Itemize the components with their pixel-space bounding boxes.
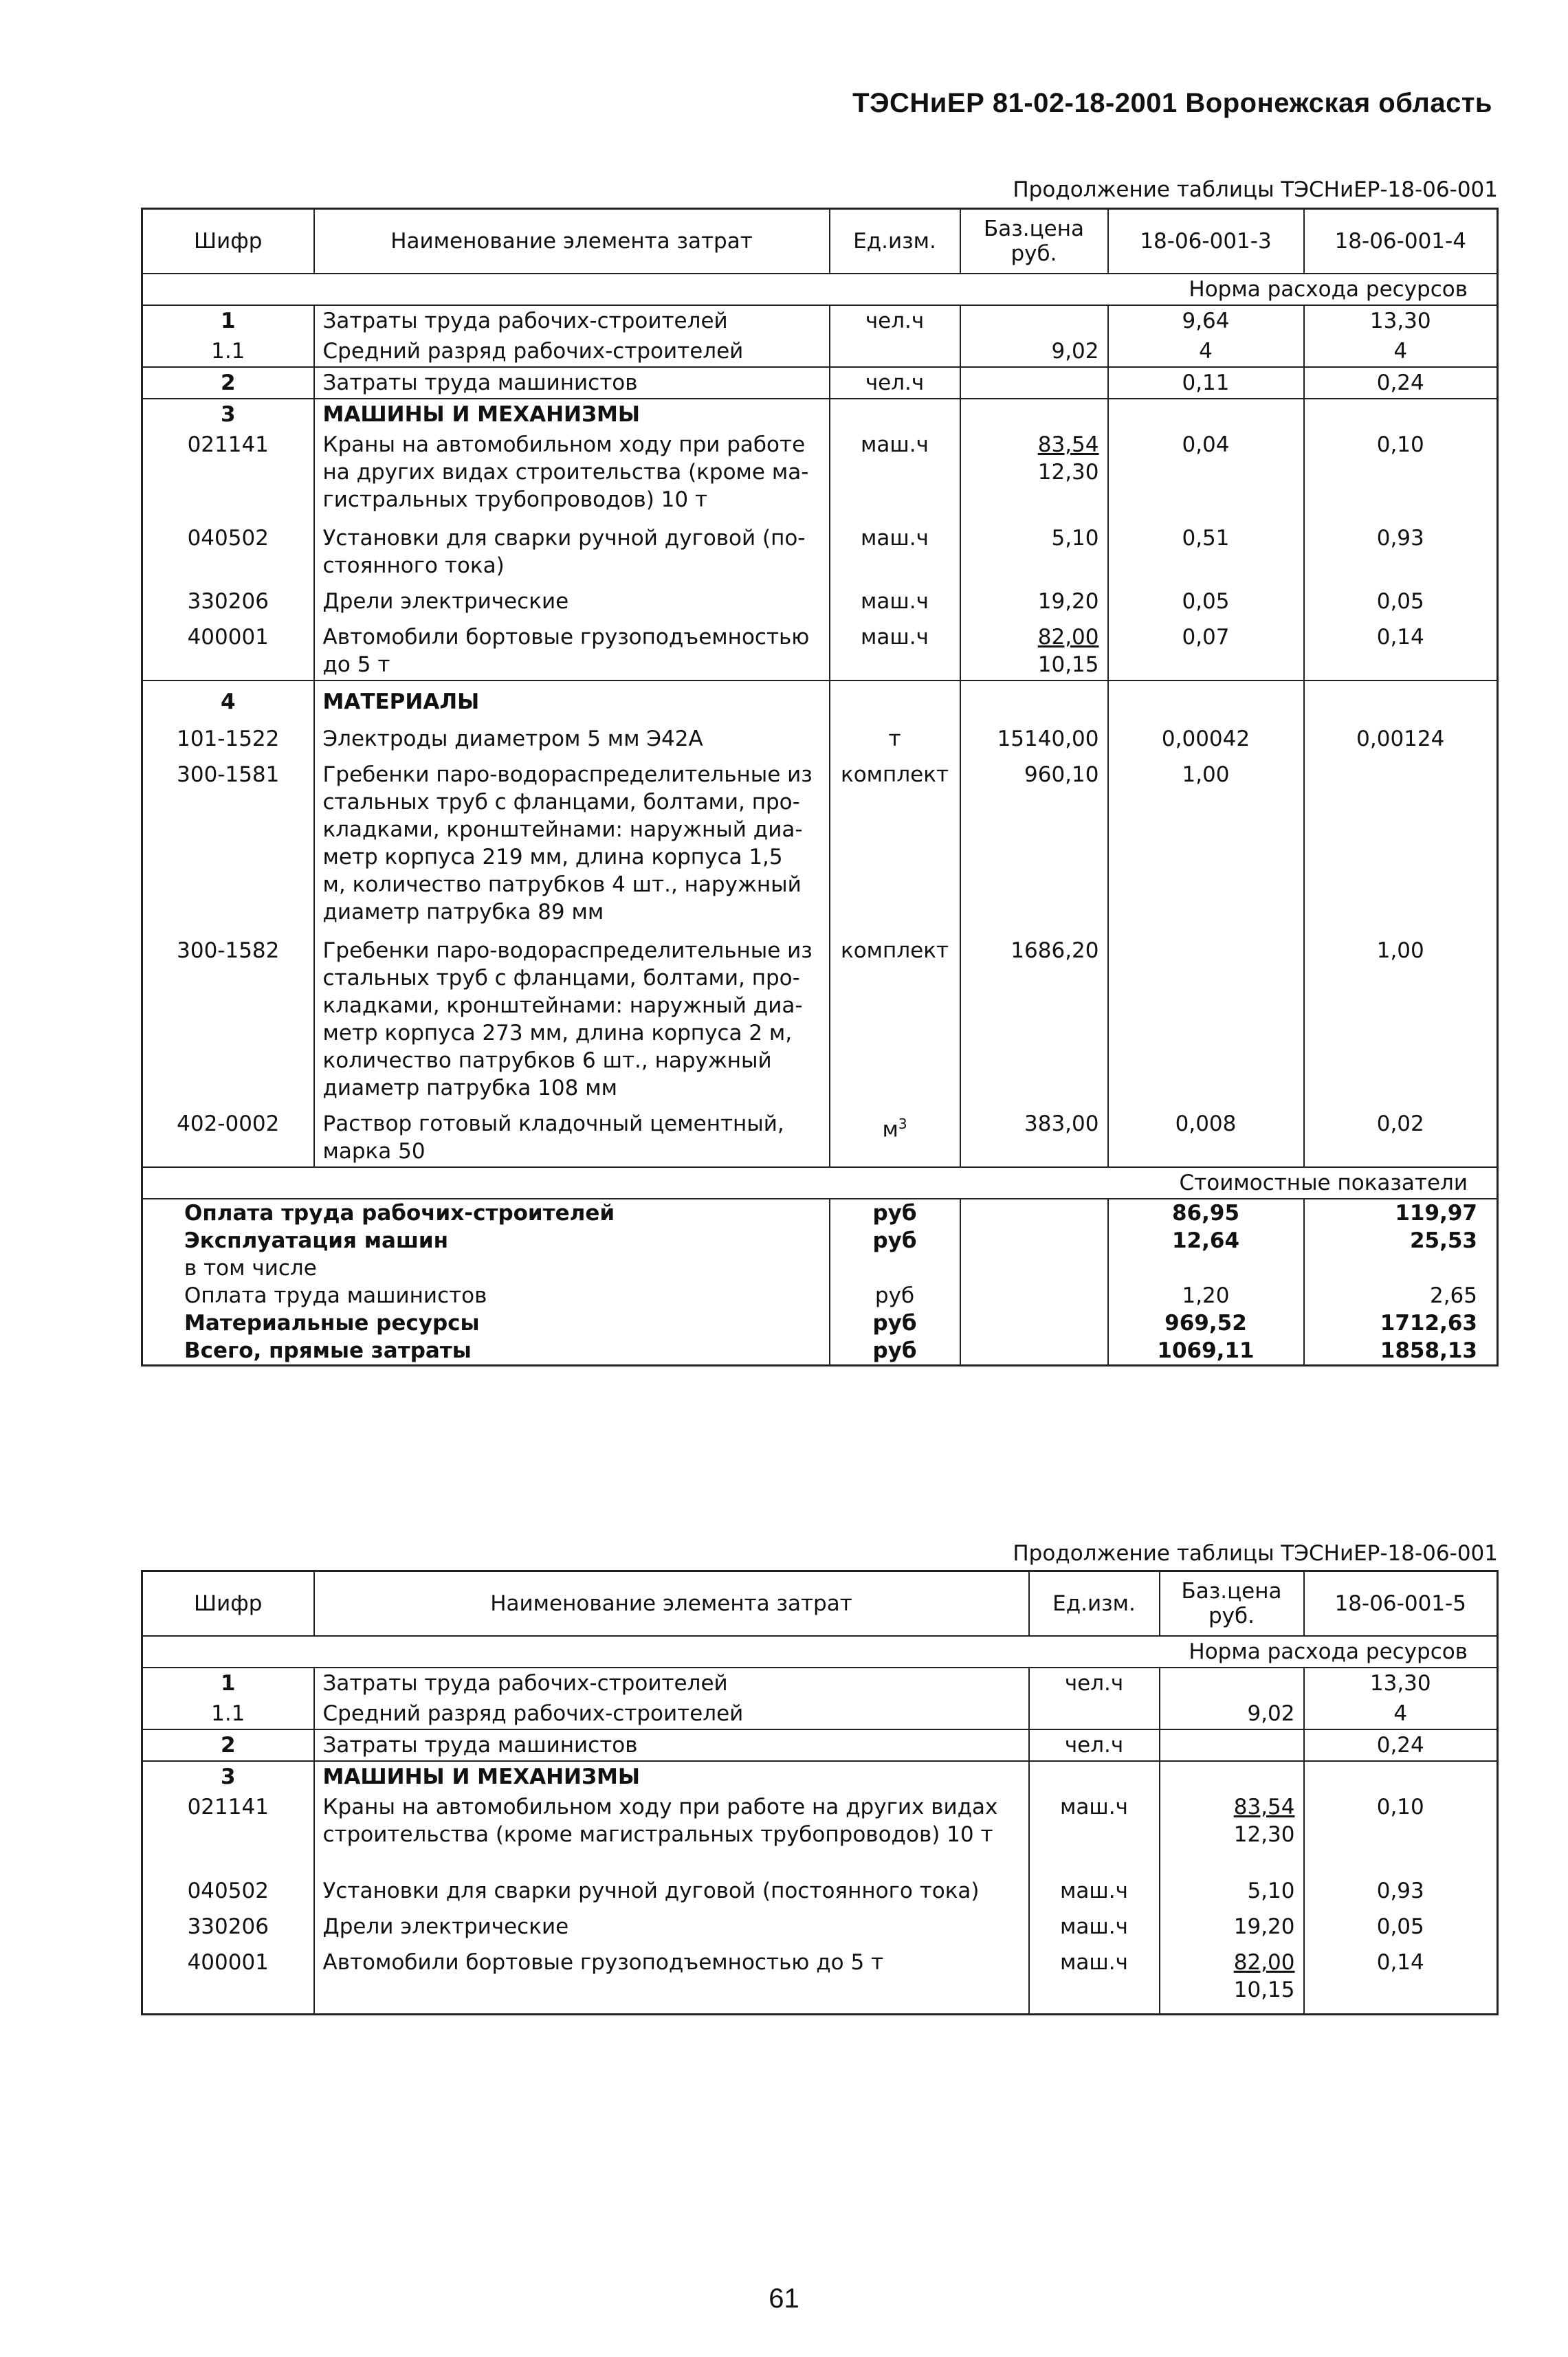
- row-value-a: 0,05: [1108, 581, 1304, 617]
- row-code: 330206: [142, 1906, 314, 1942]
- col-header-18-06-001-4: 18-06-001-4: [1304, 209, 1498, 274]
- row-unit: маш.ч: [1029, 1850, 1160, 1906]
- col-header-unit: Ед.изм.: [1029, 1571, 1160, 1637]
- row-code: 330206: [142, 581, 314, 617]
- row-value-a: 0,05: [1304, 1906, 1498, 1942]
- row-code: 040502: [142, 515, 314, 581]
- table-row: [142, 367, 1498, 399]
- col-header-unit: Ед.изм.: [830, 209, 960, 274]
- table1-header-row: [142, 209, 1498, 274]
- row-value-b: 13,30: [1304, 305, 1498, 336]
- col-header-18-06-001-3: 18-06-001-3: [1108, 209, 1304, 274]
- totals-label: Оплата труда машинистов: [142, 1282, 830, 1309]
- section-title: МАШИНЫ И МЕХАНИЗМЫ: [314, 1761, 1029, 1792]
- table2: [141, 1570, 1499, 2015]
- row-value-b: 0,14: [1304, 617, 1498, 680]
- row-code: 400001: [142, 1942, 314, 2015]
- row-unit: маш.ч: [830, 430, 960, 515]
- totals-value-a: 969,52: [1108, 1309, 1304, 1337]
- row-price: 1686,20: [960, 927, 1108, 1103]
- row-unit: чел.ч: [830, 367, 960, 399]
- page-number: 61: [769, 2283, 799, 2314]
- table-row: [142, 1103, 1498, 1167]
- row-price: 82,00 10,15: [960, 617, 1108, 680]
- totals-unit: [830, 1254, 960, 1282]
- row-value-b: 0,00124: [1304, 717, 1498, 754]
- table-row: [142, 754, 1498, 927]
- row-value-a: 9,64: [1108, 305, 1304, 336]
- row-unit: чел.ч: [1029, 1668, 1160, 1698]
- table-row: [142, 927, 1498, 1103]
- norm-band-label: Норма расхода ресурсов: [142, 1636, 1498, 1668]
- row-name: Электроды диаметром 5 мм Э42А: [314, 717, 830, 754]
- row-unit: [1029, 1698, 1160, 1729]
- row-name: Затраты труда машинистов: [314, 1729, 1029, 1761]
- section-title: МАШИНЫ И МЕХАНИЗМЫ: [314, 399, 830, 430]
- row-unit: т: [830, 717, 960, 754]
- row-name: Дрели электрические: [314, 581, 830, 617]
- row-value-a: 13,30: [1304, 1668, 1498, 1698]
- row-value-b: 0,02: [1304, 1103, 1498, 1167]
- row-price: 82,00 10,15: [1160, 1942, 1304, 2015]
- section-title: МАТЕРИАЛЫ: [314, 680, 830, 717]
- row-unit: маш.ч: [830, 581, 960, 617]
- totals-value-a: 1,20: [1108, 1282, 1304, 1309]
- table-row: [142, 515, 1498, 581]
- row-code: 1: [142, 305, 314, 336]
- section-header-row: [142, 1761, 1498, 1792]
- row-code: 1.1: [142, 1698, 314, 1729]
- cost-band-label: Стоимостные показатели: [142, 1167, 1498, 1199]
- row-price: 83,54 12,30: [1160, 1792, 1304, 1850]
- totals-label: в том числе: [142, 1254, 830, 1282]
- row-value-a: 0,008: [1108, 1103, 1304, 1167]
- row-price: [1160, 1668, 1304, 1698]
- totals-unit: руб: [830, 1227, 960, 1254]
- table-row: [142, 617, 1498, 680]
- totals-row: [142, 1199, 1498, 1227]
- totals-value-b: 2,65: [1304, 1282, 1498, 1309]
- row-price: 83,54 12,30: [960, 430, 1108, 515]
- table-row: [142, 717, 1498, 754]
- row-code: 2: [142, 1729, 314, 1761]
- table2-header-row: [142, 1571, 1498, 1637]
- table-row: [142, 430, 1498, 515]
- row-code: 040502: [142, 1850, 314, 1906]
- row-name: Гребенки паро-водораспределительные из стальных труб с фланцами, болтами, про- кладками, кронштейнами: наружный диа- метр корпуса 273 мм, длина корпуса 2 м, количество патрубков 6 шт., наружный диаметр патрубка 108 мм: [314, 927, 830, 1103]
- totals-row: [142, 1282, 1498, 1309]
- row-code: 400001: [142, 617, 314, 680]
- table-row: [142, 1850, 1498, 1906]
- row-value-a: 0,14: [1304, 1942, 1498, 2015]
- table1-caption: Продолжение таблицы ТЭСНиЕР-18-06-001: [1013, 177, 1498, 202]
- totals-unit: руб: [830, 1282, 960, 1309]
- row-unit: маш.ч: [1029, 1792, 1160, 1850]
- row-name: Установки для сварки ручной дуговой (постоянного тока): [314, 1850, 1029, 1906]
- totals-value-a: 12,64: [1108, 1227, 1304, 1254]
- row-value-a: 0,51: [1108, 515, 1304, 581]
- row-code: 021141: [142, 430, 314, 515]
- section-code: 3: [142, 399, 314, 430]
- row-name: Краны на автомобильном ходу при работе на других видах строительства (кроме ма- гистральных трубопроводов) 10 т: [314, 430, 830, 515]
- totals-row: [142, 1227, 1498, 1254]
- totals-value-b: 25,53: [1304, 1227, 1498, 1254]
- totals-label: Материальные ресурсы: [142, 1309, 830, 1337]
- totals-value-a: [1108, 1254, 1304, 1282]
- row-name: Затраты труда машинистов: [314, 367, 830, 399]
- table-row: [142, 581, 1498, 617]
- section-code: 3: [142, 1761, 314, 1792]
- row-code: 300-1581: [142, 754, 314, 927]
- table-row: [142, 1792, 1498, 1850]
- section-code: 4: [142, 680, 314, 717]
- col-header-code: Шифр: [142, 209, 314, 274]
- totals-row: [142, 1309, 1498, 1337]
- norm-band-row: [142, 1636, 1498, 1668]
- totals-value-b: 1712,63: [1304, 1309, 1498, 1337]
- totals-label: Всего, прямые затраты: [142, 1337, 830, 1366]
- row-code: 300-1582: [142, 927, 314, 1103]
- row-value-a: 1,00: [1108, 754, 1304, 927]
- table-row: [142, 1729, 1498, 1761]
- row-unit: чел.ч: [830, 305, 960, 336]
- row-value-b: 0,10: [1304, 430, 1498, 515]
- norm-band-row: [142, 274, 1498, 305]
- row-price: [1160, 1729, 1304, 1761]
- col-header-name: Наименование элемента затрат: [314, 1571, 1029, 1637]
- section-header-row: [142, 399, 1498, 430]
- row-name: Средний разряд рабочих-строителей: [314, 336, 830, 367]
- col-header-18-06-001-5: 18-06-001-5: [1304, 1571, 1498, 1637]
- col-header-name: Наименование элемента затрат: [314, 209, 830, 274]
- row-price: 960,10: [960, 754, 1108, 927]
- totals-unit: руб: [830, 1337, 960, 1366]
- row-value-a: 0,07: [1108, 617, 1304, 680]
- row-value-b: 1,00: [1304, 927, 1498, 1103]
- totals-value-b: 119,97: [1304, 1199, 1498, 1227]
- row-value-b: [1304, 754, 1498, 927]
- totals-row: [142, 1254, 1498, 1282]
- row-name: Автомобили бортовые грузоподъемностью до 5 т: [314, 1942, 1029, 2015]
- totals-value-b: 1858,13: [1304, 1337, 1498, 1366]
- row-unit: маш.ч: [1029, 1906, 1160, 1942]
- row-code: 1.1: [142, 336, 314, 367]
- row-name: Затраты труда рабочих-строителей: [314, 305, 830, 336]
- row-unit: комплект: [830, 927, 960, 1103]
- row-value-b: 4: [1304, 336, 1498, 367]
- row-unit: чел.ч: [1029, 1729, 1160, 1761]
- section-header-row: [142, 680, 1498, 717]
- row-value-a: 0,04: [1108, 430, 1304, 515]
- row-value-b: 0,93: [1304, 515, 1498, 581]
- row-code: 021141: [142, 1792, 314, 1850]
- row-value-a: 4: [1108, 336, 1304, 367]
- table-row: [142, 336, 1498, 367]
- row-unit: $м^3$: [830, 1103, 960, 1167]
- row-value-b: 0,05: [1304, 581, 1498, 617]
- col-header-code: Шифр: [142, 1571, 314, 1637]
- row-unit: маш.ч: [830, 617, 960, 680]
- row-price: 19,20: [960, 581, 1108, 617]
- totals-unit: руб: [830, 1199, 960, 1227]
- row-name: Автомобили бортовые грузоподъемностью до 5 т: [314, 617, 830, 680]
- row-name: Гребенки паро-водораспределительные из стальных труб с фланцами, болтами, про- кладками, кронштейнами: наружный диа- метр корпуса 219 мм, длина корпуса 1,5 м, количество патрубков 4 шт., наружный диаметр патрубка 89 мм: [314, 754, 830, 927]
- row-price: 5,10: [1160, 1850, 1304, 1906]
- totals-value-b: [1304, 1254, 1498, 1282]
- totals-value-a: 1069,11: [1108, 1337, 1304, 1366]
- totals-value-a: 86,95: [1108, 1199, 1304, 1227]
- row-name: Установки для сварки ручной дуговой (по- стоянного тока): [314, 515, 830, 581]
- row-value-a: 0,93: [1304, 1850, 1498, 1906]
- table-row: [142, 1942, 1498, 2015]
- row-code: 101-1522: [142, 717, 314, 754]
- row-code: 2: [142, 367, 314, 399]
- table-row: [142, 1698, 1498, 1729]
- col-header-price: Баз.цена руб.: [960, 209, 1108, 274]
- cost-band-row: [142, 1167, 1498, 1199]
- row-value-a: 0,24: [1304, 1729, 1498, 1761]
- row-name: Затраты труда рабочих-строителей: [314, 1668, 1029, 1698]
- table-row: [142, 305, 1498, 336]
- norm-band-label: Норма расхода ресурсов: [142, 274, 1498, 305]
- row-value-a: 4: [1304, 1698, 1498, 1729]
- row-price: [960, 305, 1108, 336]
- row-unit: маш.ч: [830, 515, 960, 581]
- totals-row: [142, 1337, 1498, 1366]
- row-name: Дрели электрические: [314, 1906, 1029, 1942]
- row-price: 9,02: [1160, 1698, 1304, 1729]
- row-code: 1: [142, 1668, 314, 1698]
- totals-unit: руб: [830, 1309, 960, 1337]
- row-price: 15140,00: [960, 717, 1108, 754]
- table2-caption: Продолжение таблицы ТЭСНиЕР-18-06-001: [1013, 1541, 1498, 1566]
- totals-label: Эксплуатация машин: [142, 1227, 830, 1254]
- row-value-a: 0,00042: [1108, 717, 1304, 754]
- row-unit: комплект: [830, 754, 960, 927]
- row-price: [960, 367, 1108, 399]
- document-header-title: ТЭСНиЕР 81-02-18-2001 Воронежская область: [852, 88, 1492, 118]
- row-unit: [830, 336, 960, 367]
- row-value-a: 0,11: [1108, 367, 1304, 399]
- row-value-a: 0,10: [1304, 1792, 1498, 1850]
- row-price: 9,02: [960, 336, 1108, 367]
- row-price: 383,00: [960, 1103, 1108, 1167]
- row-value-a: [1108, 927, 1304, 1103]
- row-value-b: 0,24: [1304, 367, 1498, 399]
- row-code: 402-0002: [142, 1103, 314, 1167]
- col-header-price: Баз.цена руб.: [1160, 1571, 1304, 1637]
- row-name: Краны на автомобильном ходу при работе на других видах строительства (кроме магистральных трубопроводов) 10 т: [314, 1792, 1029, 1850]
- table-row: [142, 1668, 1498, 1698]
- row-price: 5,10: [960, 515, 1108, 581]
- table1: [141, 208, 1499, 1366]
- row-unit: маш.ч: [1029, 1942, 1160, 2015]
- row-name: Средний разряд рабочих-строителей: [314, 1698, 1029, 1729]
- row-name: Раствор готовый кладочный цементный, марка 50: [314, 1103, 830, 1167]
- totals-label: Оплата труда рабочих-строителей: [142, 1199, 830, 1227]
- table-row: [142, 1906, 1498, 1942]
- row-price: 19,20: [1160, 1906, 1304, 1942]
